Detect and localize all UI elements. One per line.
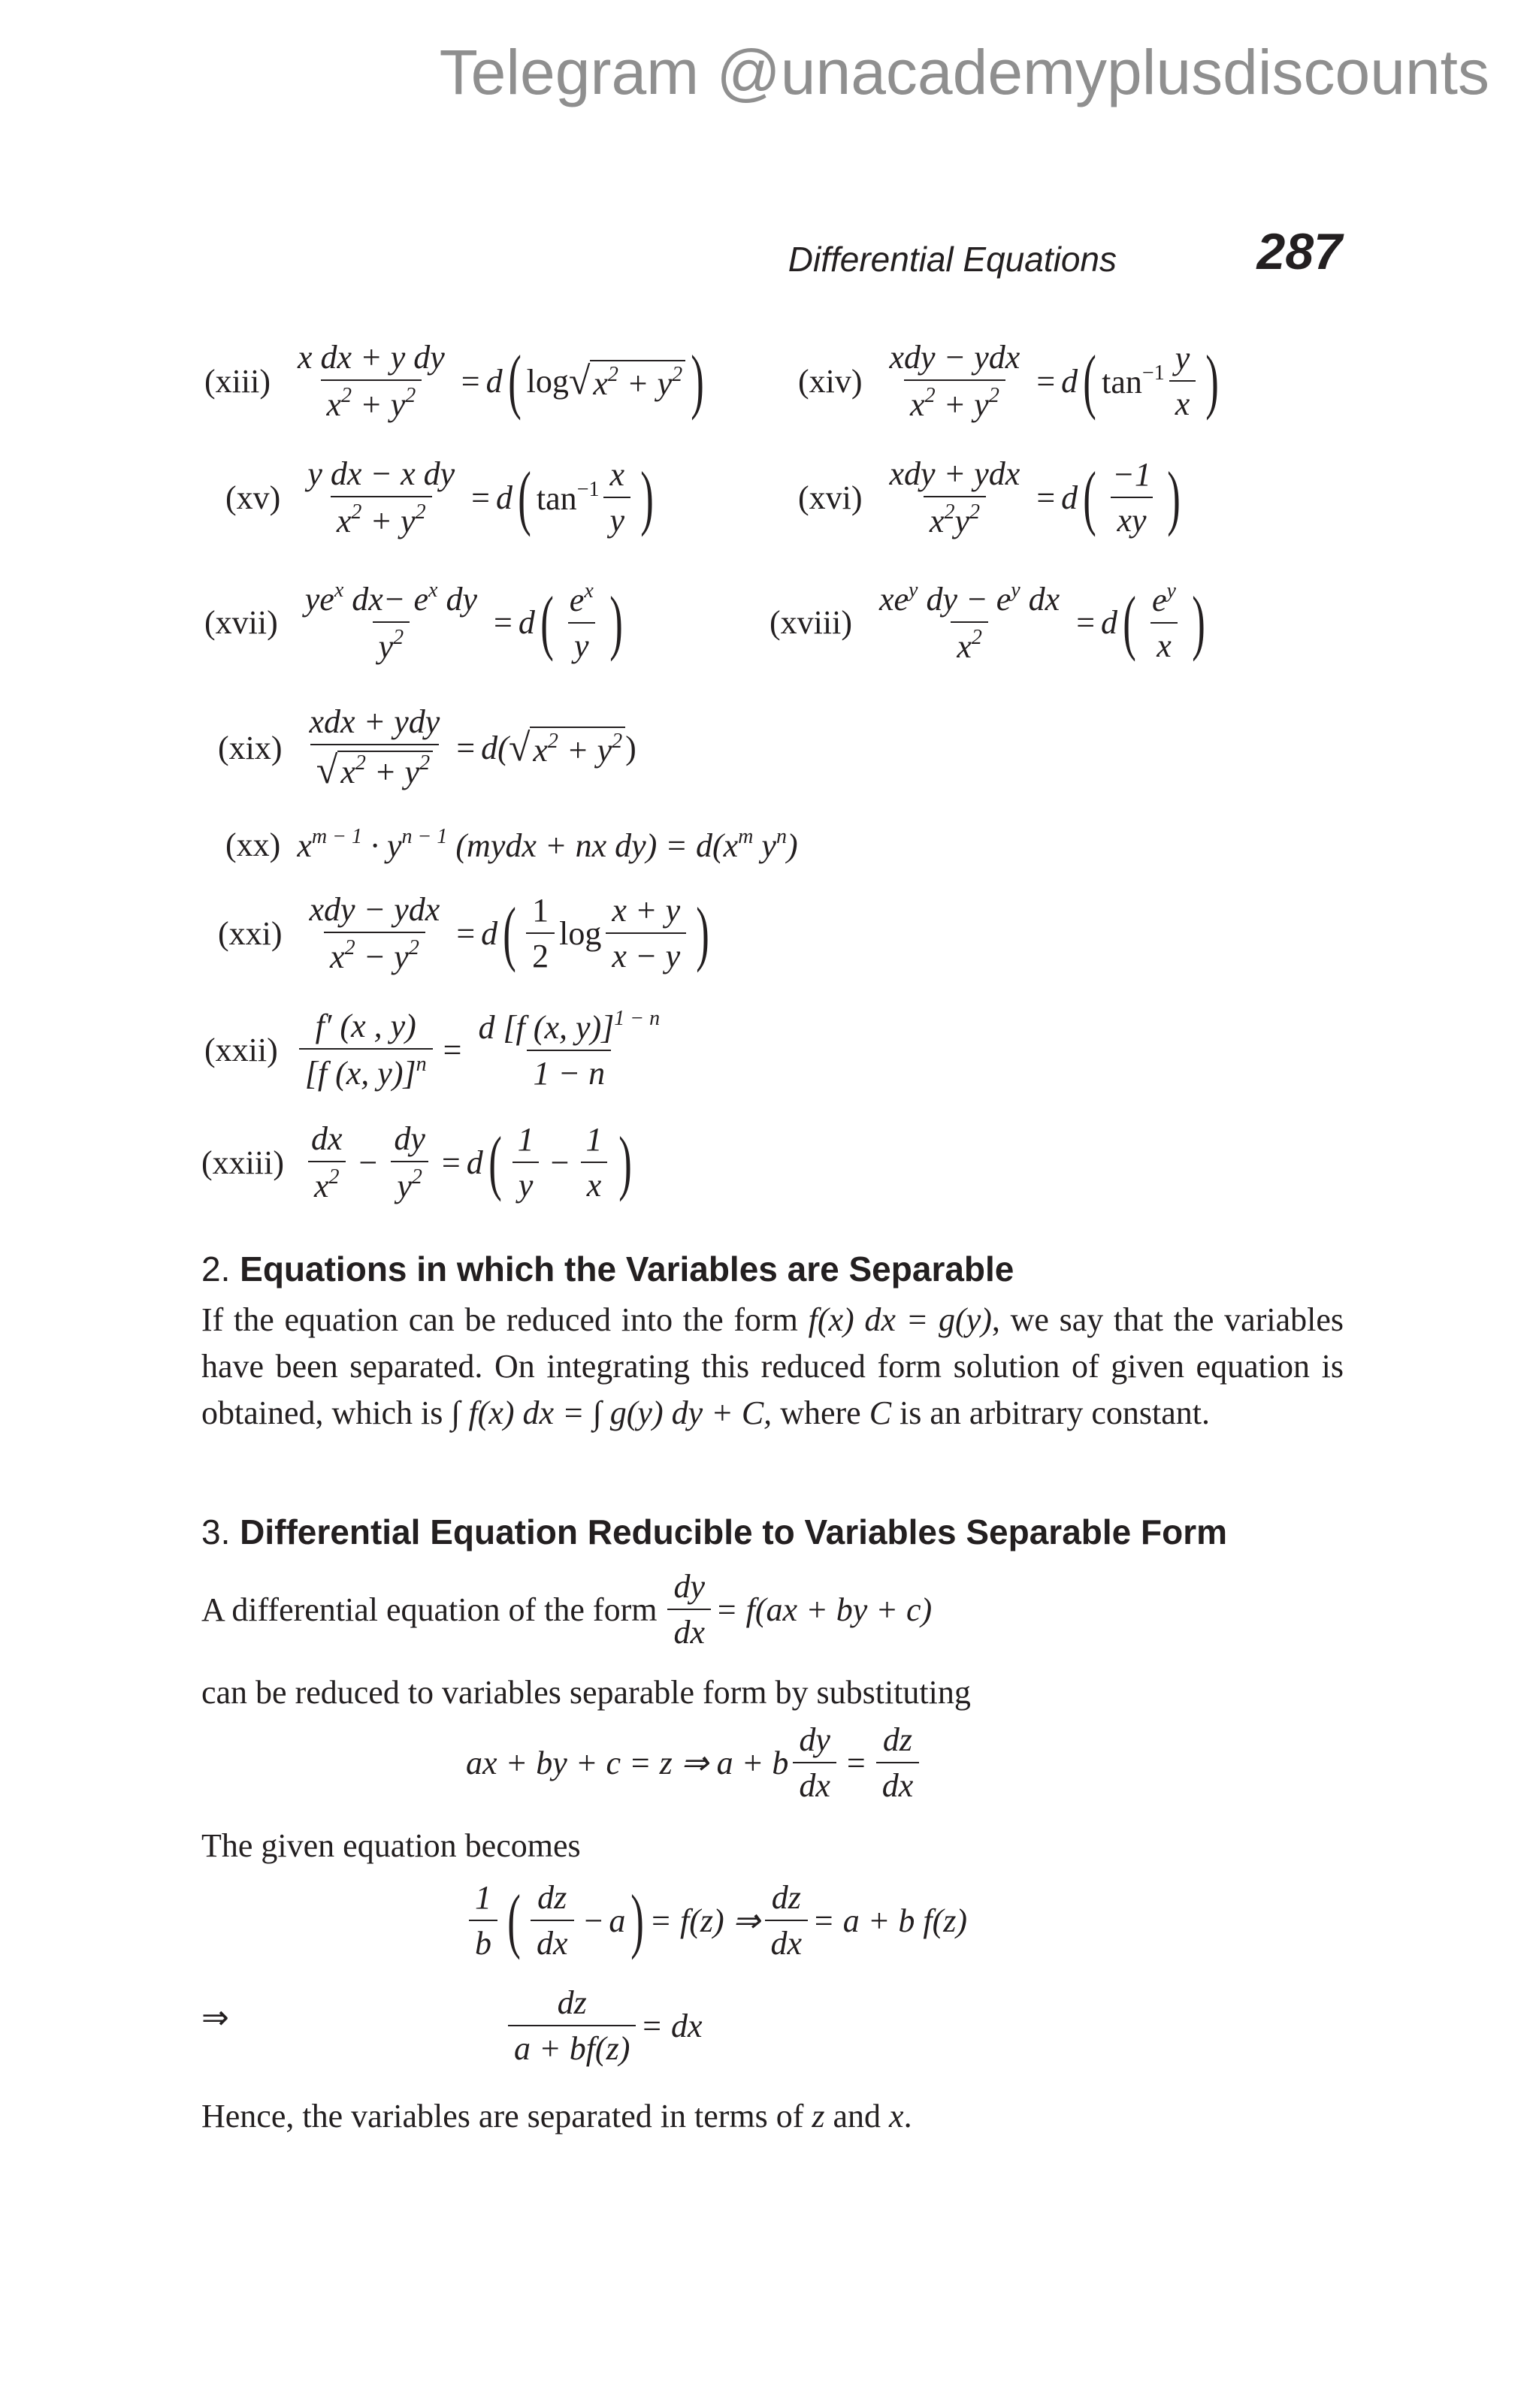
equation-xix: (xix) $\frac{\text{xdx + ydy}}{√x^2 + y^2}$ = d( √ $x^2 + y^2$ ) [218,703,636,792]
equation-xviii: (xviii) $\frac{xe^y dy - e^y dx}{x^2}$ = d ( $\frac{e^y}{x}$ ) [770,579,1205,665]
section-number: 3. [201,1512,231,1551]
equation-xx: (xx) $x^{m - 1} \cdot y^{n - 1}$ (mydx + nx $dy) = d(x^m$ $y^n$) [225,825,798,864]
equation-xvi: (xvi) $\frac{\text{xdy + ydx}}{x^2y^2}$ = d ( $\frac{-1}{xy}$ ) [798,455,1181,539]
section-2-body [201,1297,1344,1437]
form-line: A differential equation of the form $\frac{dy}{dx}$ = f(ax + by + c) [201,1568,933,1651]
eq-label: (xviii) [770,603,852,641]
text: If the equation can be reduced into the form [201,1301,809,1338]
running-title: Differential Equations [788,240,1117,279]
eq-label: (xvii) [204,603,278,641]
section-2-heading [201,1249,1014,1289]
conclusion [201,2093,1344,2140]
eq-label: (xiv) [798,362,863,400]
equation-xv: (xv) $\frac{\text{y dx − x dy}}{x^2 + y^2}$ = d ( $\tan^{-1}$ $\frac{x}{y}$ ) [225,455,654,539]
substitution-equation: ax + by + c = z ⇒ a + b $\frac{dy}{dx}$ = $\frac{dz}{dx}$ [466,1721,924,1805]
math-inline: C [869,1394,892,1431]
implies-symbol: ⇒ [201,1999,229,2036]
equation-xxii: (xxii) $\frac{f' (x , y)}{[f (x, y)]^n}$ = $\frac{d [f (x, y)]^{1 - n}}{1 - n}$ [204,1007,661,1092]
eq-label: (xix) [218,729,283,766]
equation-xiii: (xiii) $\frac{\text{x dx + y dy}}{x^2 + y^2}$ = d ( log √ $x^2 + y^2$ ) [204,339,704,423]
section-title: Differential Equation Reducible to Variables Separable Form [240,1512,1228,1551]
text: is an arbitrary constant. [891,1394,1211,1431]
separated-equation: $\frac{dz}{a + bf(z)}$ = dx [503,1984,703,2068]
page-number: 287 [1256,223,1342,280]
watermark: Telegram @unacademyplusdiscounts [439,37,1489,107]
eq-label: (xv) [225,479,281,516]
section-3-heading [201,1512,1227,1552]
eq-label: (xxii) [204,1031,278,1068]
section-number: 2. [201,1249,231,1289]
eq-label: (xiii) [204,362,271,400]
eq-label: (xxiii) [201,1144,284,1181]
text: A differential equation of the form [201,1591,658,1628]
math-inline: x [889,2098,904,2135]
substitution-intro: can be reduced to variables separable form by substituting [201,1674,971,1711]
text: and [824,2098,890,2135]
math-inline: ax + by + c = z ⇒ a + b [466,1744,789,1781]
text: where [772,1394,869,1431]
text: , we say that the variables have been separated. On integrating this reduced form solution of given equation is obtained, which is [201,1301,1344,1431]
math-inline: f(x) dx = g(y) [808,1301,992,1338]
math-inline: = f(ax + by + c) [715,1591,933,1628]
math-inline: ∫ f(x) dx = ∫ g(y) dy + C, [451,1394,773,1431]
text: Hence, the variables are separated in terms of [201,2098,812,2135]
eq-label: (xxi) [218,914,283,952]
implies-arrow [201,1999,229,2037]
transformed-equation: $\frac{1}{b}$ ( $\frac{dz}{dx}$ − a ) = f(z) ⇒ $\frac{dz}{dx}$ = a + b f(z) [464,1878,967,1962]
section-title: Equations in which the Variables are Separable [240,1249,1014,1289]
math-inline: z [812,2098,825,2135]
equation-xxi: (xxi) $\frac{\text{xdy − ydx}}{x^2 - y^2}$ = d ( $\frac{1}{2}$ log $\frac{x + y}{x - y}$ ) [218,891,709,975]
equation-xxiii: (xxiii) $\frac{dx}{x^2}$ − $\frac{dy}{y^2}$ = d ( $\frac{1}{y}$ − $\frac{1}{x}$ ) [201,1120,632,1204]
math-inline: = f(z) ⇒ [649,1902,760,1939]
equation-becomes: The given equation becomes [201,1827,581,1864]
math-inline: = dx [640,2007,703,2044]
eq-label: (xx) [225,826,281,863]
math-inline: = a + b f(z) [812,1902,968,1939]
eq-label: (xvi) [798,479,863,516]
equation-xiv: (xiv) $\frac{\text{xdy − ydx}}{x^2 + y^2}$ = d ( $\tan^{-1}$ $\frac{y}{x}$ ) [798,339,1220,423]
text: . [903,2098,912,2135]
equation-xvii: (xvii) $\frac{ye^x dx- e^x dy}{y^2}$ = d ( $\frac{e^x}{y}$ ) [204,579,623,665]
